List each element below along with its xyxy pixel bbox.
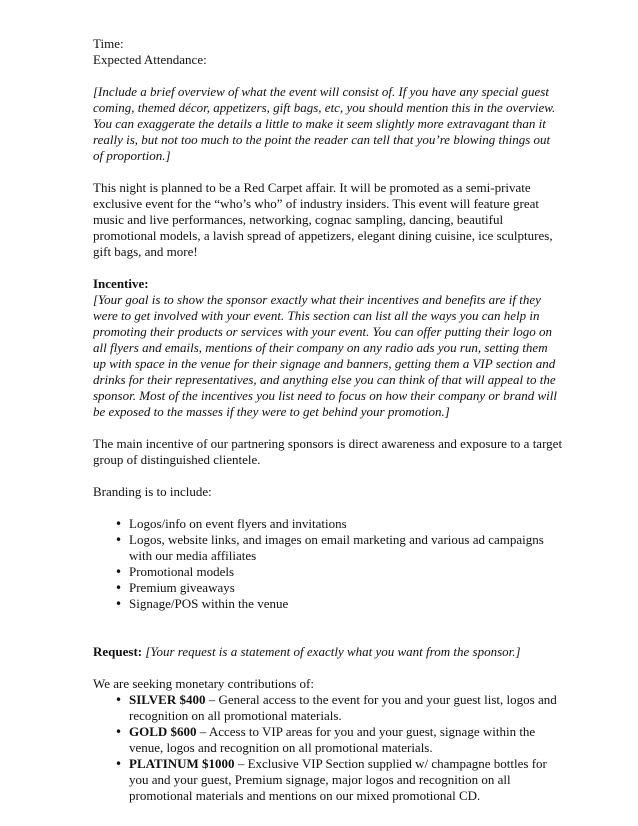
request-instruction: [Your request is a statement of exactly what you want from the sponsor.] <box>145 644 521 659</box>
tier-description: – General access to the event for you and your guest list, logos and recognition on all promotional materials. <box>129 692 557 723</box>
list-item: • Logos, website links, and images on email marketing and various ad campaigns with our media affiliates <box>93 532 563 564</box>
tier-name: GOLD $600 <box>129 724 197 739</box>
sponsorship-tier-list <box>93 692 563 804</box>
list-item: • Signage/POS within the venue <box>93 596 563 612</box>
incentive-instruction: [Your goal is to show the sponsor exactly what their incentives and benefits are if they were to get involved with your event. This section can list all the ways you can help in promoting their products or services with your event. You can offer putting their logo on all flyers and emails, mentions of their company on any radio ads you run, setting them up with space in the venue for their signage and banners, getting them a VIP section and drinks for their representatives, and anything else you can think of that will appeal to the sponsor. Most of the incentives you list need to focus on how their company or brand will be exposed to the masses if they were to get behind your promotion.] <box>93 292 557 419</box>
list-item <box>93 692 563 724</box>
tier-name: PLATINUM $1000 <box>129 756 235 771</box>
incentive-body: The main incentive of our partnering sponsors is direct awareness and exposure to a target group of distinguished clientele. <box>93 436 563 467</box>
list-item: • Premium giveaways <box>93 580 563 596</box>
expected-attendance-label: Expected Attendance: <box>93 52 207 67</box>
list-item: • Promotional models <box>93 564 563 580</box>
list-item <box>93 724 563 756</box>
tier-name: SILVER $400 <box>129 692 206 707</box>
request-intro: We are seeking monetary contributions of: <box>93 676 314 691</box>
list-item: • Logos/info on event flyers and invitations <box>93 516 563 532</box>
branding-intro: Branding is to include: <box>93 484 212 499</box>
list-item <box>93 756 563 804</box>
tier-description: – Exclusive VIP Section supplied w/ champagne bottles for you and your guest, Premium signage, major logos and recognition on all promotional materials and mentions on our mixed promotional CD. <box>129 756 547 803</box>
branding-list <box>93 516 563 612</box>
incentive-heading: Incentive: <box>93 276 149 291</box>
time-label: Time: <box>93 36 124 51</box>
document-page <box>93 36 563 804</box>
tier-description: – Access to VIP areas for you and your guest, signage within the venue, logos and recognition on all promotional materials. <box>129 724 536 755</box>
overview-instruction: [Include a brief overview of what the event will consist of. If you have any special guest coming, themed décor, appetizers, gift bags, etc, you should mention this in the overview. You can exaggerate the details a little to make it seem slightly more extravagant than it really is, but not too much to the point the reader can tell that you’re blowing things out of proportion.] <box>93 84 556 163</box>
request-heading: Request: <box>93 644 143 659</box>
request-paragraph <box>93 644 563 660</box>
overview-body: This night is planned to be a Red Carpet affair. It will be promoted as a semi-private exclusive event for the “who’s who” of industry insiders. This event will feature great music and live performances, networking, cognac sampling, dancing, beautiful promotional models, a lavish spread of appetizers, elegant dining cuisine, ice sculptures, gift bags, and more! <box>93 180 553 259</box>
